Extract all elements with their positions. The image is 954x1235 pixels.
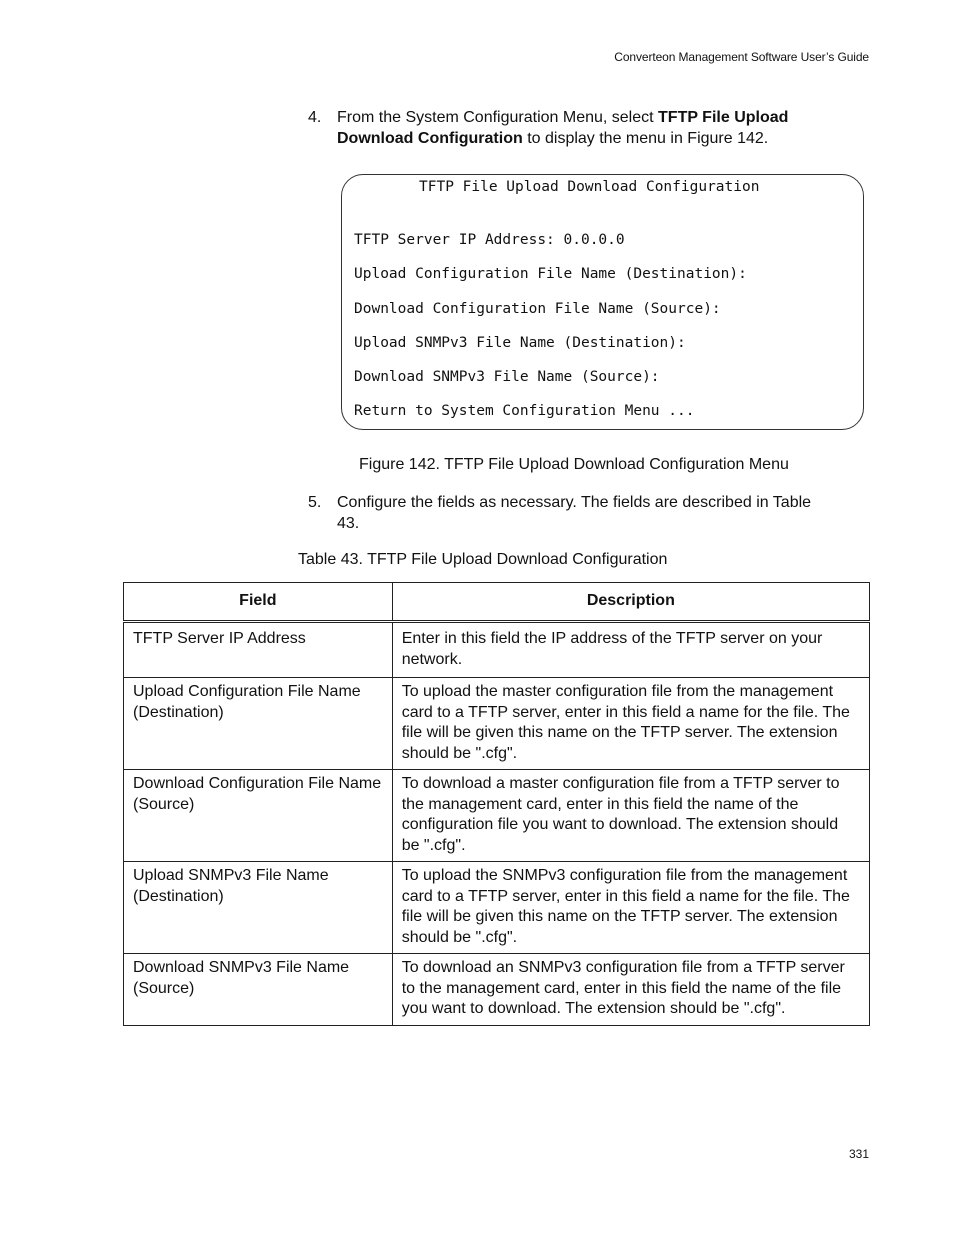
table-caption: Table 43. TFTP File Upload Download Configuration xyxy=(298,551,668,568)
step-text: Configure the fields as necessary. The fields are described in Table 43. xyxy=(337,494,812,532)
step-text-part: From the System Configuration Menu, select xyxy=(337,109,659,126)
terminal-menu-figure xyxy=(341,174,864,430)
terminal-line: TFTP Server IP Address: 0.0.0.0 xyxy=(354,232,625,248)
running-header: Converteon Management Software User’s Guide xyxy=(614,50,869,64)
table-row xyxy=(124,954,870,1026)
table-row xyxy=(124,862,870,954)
table-header-row xyxy=(124,583,870,622)
step-4 xyxy=(308,108,828,149)
column-header-description: Description xyxy=(392,583,869,622)
description-cell: To download an SNMPv3 configuration file from a TFTP server to the management card, enter in this field the name of the file you want to download. The extension should be ".cfg". xyxy=(392,954,869,1026)
step-text-part: to display the menu in Figure 142. xyxy=(522,129,769,147)
step-text xyxy=(337,108,828,149)
table-row xyxy=(124,678,870,770)
step-number: 4. xyxy=(308,109,322,126)
description-cell: To upload the SNMPv3 configuration file from the management card to a TFTP server, enter in this field a name for the file. The file will be given this name on the TFTP server. The extension should be ".cfg". xyxy=(392,862,869,954)
field-cell: Download SNMPv3 File Name (Source) xyxy=(124,954,393,1026)
description-cell: To download a master configuration file from a TFTP server to the management card, enter in this field the name of the configuration file you want to download. The extension should be ".cfg". xyxy=(392,770,869,862)
terminal-line: Upload SNMPv3 File Name (Destination): xyxy=(354,335,686,351)
step-number: 5. xyxy=(308,494,322,511)
terminal-line: Download SNMPv3 File Name (Source): xyxy=(354,369,660,385)
terminal-line: Return to System Configuration Menu ... xyxy=(354,403,695,419)
description-cell: Enter in this field the IP address of the TFTP server on your network. xyxy=(392,622,869,678)
field-cell: Download Configuration File Name (Source) xyxy=(124,770,393,862)
field-cell: TFTP Server IP Address xyxy=(124,622,393,678)
field-cell: Upload Configuration File Name (Destination) xyxy=(124,678,393,770)
column-header-field: Field xyxy=(124,583,393,622)
menu-name-bold: TFTP File Upload Download Configuration xyxy=(337,109,789,147)
field-cell: Upload SNMPv3 File Name (Destination) xyxy=(124,862,393,954)
page-number: 331 xyxy=(849,1147,870,1161)
figure-caption: Figure 142. TFTP File Upload Download Configuration Menu xyxy=(359,456,789,473)
fields-table xyxy=(123,582,870,1026)
terminal-line: Upload Configuration File Name (Destination): xyxy=(354,266,747,282)
table-row xyxy=(124,770,870,862)
terminal-line: Download Configuration File Name (Source): xyxy=(354,301,721,317)
table-row xyxy=(124,622,870,678)
description-cell: To upload the master configuration file from the management card to a TFTP server, enter in this field a name for the file. The file will be given this name on the TFTP server. The extension should be ".cfg". xyxy=(392,678,869,770)
terminal-title: TFTP File Upload Download Configuration xyxy=(419,179,760,195)
step-5 xyxy=(308,493,828,534)
